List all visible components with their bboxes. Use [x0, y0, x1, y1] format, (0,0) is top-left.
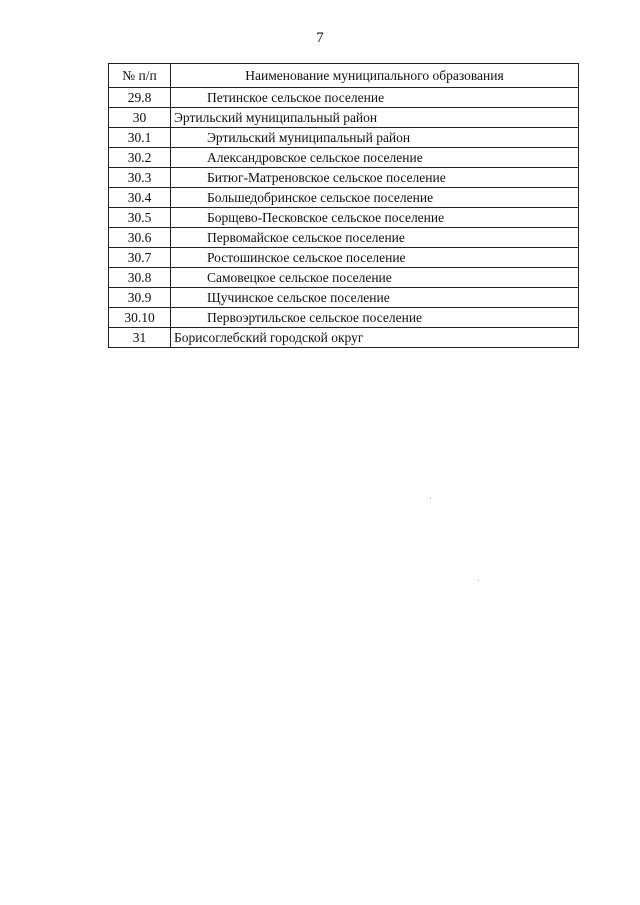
table-row [109, 88, 579, 108]
row-number: 30.5 [109, 208, 171, 228]
municipality-name: Петинское сельское поселение [171, 88, 579, 108]
table-row [109, 208, 579, 228]
table-body [109, 88, 579, 348]
row-number: 30.1 [109, 128, 171, 148]
row-number: 30.9 [109, 288, 171, 308]
table-row [109, 268, 579, 288]
table-row [109, 288, 579, 308]
table-row [109, 248, 579, 268]
page-number: 7 [316, 30, 324, 46]
table-row [109, 168, 579, 188]
municipality-name: Битюг-Матреновское сельское поселение [171, 168, 579, 188]
table-header [109, 64, 579, 88]
scan-speck [430, 498, 431, 499]
table-row [109, 188, 579, 208]
row-number: 30.6 [109, 228, 171, 248]
header-number: № п/п [109, 64, 171, 88]
row-number: 29.8 [109, 88, 171, 108]
municipality-name: Эртильский муниципальный район [171, 128, 579, 148]
row-number: 30 [109, 108, 171, 128]
municipality-name: Самовецкое сельское поселение [171, 268, 579, 288]
table-row [109, 228, 579, 248]
municipality-name: Борщево-Песковское сельское поселение [171, 208, 579, 228]
row-number: 30.3 [109, 168, 171, 188]
header-row [109, 64, 579, 88]
scan-speck [478, 580, 479, 581]
row-number: 30.10 [109, 308, 171, 328]
municipality-name: Щучинское сельское поселение [171, 288, 579, 308]
table-row [109, 148, 579, 168]
municipality-name: Александровское сельское поселение [171, 148, 579, 168]
table-row [109, 328, 579, 348]
table-row [109, 308, 579, 328]
row-number: 30.8 [109, 268, 171, 288]
table-row [109, 128, 579, 148]
municipality-name: Большедобринское сельское поселение [171, 188, 579, 208]
municipalities-table [108, 63, 579, 348]
header-name: Наименование муниципального образования [171, 64, 579, 88]
municipality-name: Борисоглебский городской округ [171, 328, 579, 348]
row-number: 30.7 [109, 248, 171, 268]
row-number: 30.4 [109, 188, 171, 208]
municipality-name: Ростошинское сельское поселение [171, 248, 579, 268]
table-row [109, 108, 579, 128]
row-number: 31 [109, 328, 171, 348]
row-number: 30.2 [109, 148, 171, 168]
municipality-name: Эртильский муниципальный район [171, 108, 579, 128]
municipality-name: Первомайское сельское поселение [171, 228, 579, 248]
municipality-name: Первоэртильское сельское поселение [171, 308, 579, 328]
